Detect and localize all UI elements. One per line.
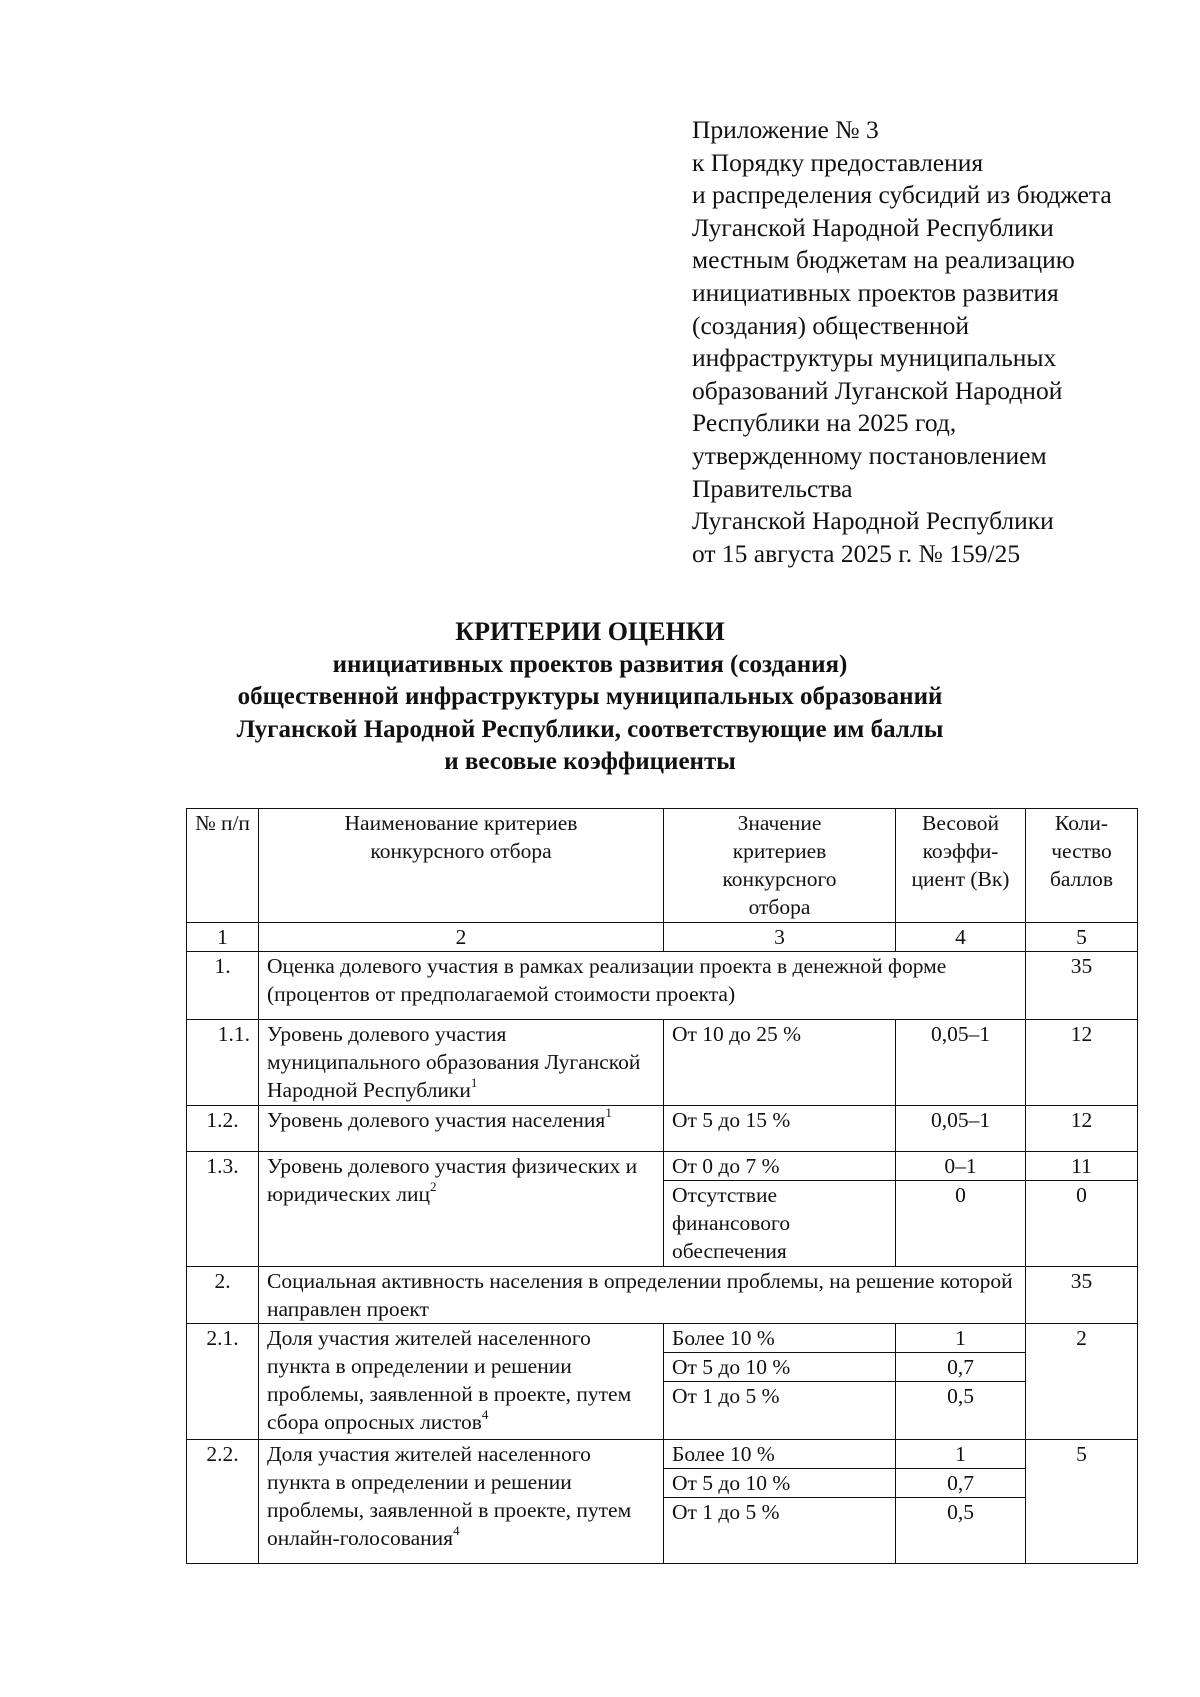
appendix-line: от 15 августа 2025 г. № 159/25 (692, 538, 1021, 568)
column-number-row (187, 923, 1138, 952)
row-points: 2 (1026, 1324, 1138, 1440)
table-row (187, 952, 1138, 1020)
title-line: Луганской Народной Республики, соответствующие им баллы (236, 715, 944, 743)
appendix-line: и распределения субсидий из бюджета (692, 180, 1112, 210)
row-value: Более 10 % (664, 1324, 896, 1353)
row-weight: 0,7 (896, 1353, 1026, 1382)
row-name: Социальная активность населения в определении проблемы, на решение которой направлен проект (259, 1267, 1026, 1324)
row-name (259, 1106, 664, 1152)
row-name-text: Доля участия жителей населенного пункта в определении и решении проблемы, заявленной в проекте, путем сбора опросных листов (267, 1326, 632, 1434)
row-weight: 1 (896, 1440, 1026, 1469)
criteria-table (186, 808, 1138, 1564)
table-row (187, 1267, 1138, 1324)
appendix-line: Правительства (692, 473, 853, 503)
appendix-line: инфраструктуры муниципальных (692, 343, 1057, 373)
row-weight: 0,05–1 (896, 1020, 1026, 1106)
appendix-line: Республики на 2025 год, (692, 408, 957, 438)
row-name (259, 1324, 664, 1440)
row-name (259, 1152, 664, 1267)
appendix-line: образований Луганской Народной (692, 375, 1063, 405)
row-num: 2.1. (187, 1324, 259, 1440)
footnote-mark: 4 (453, 1522, 460, 1538)
footnote-mark: 4 (481, 1406, 489, 1422)
footnote-mark: 2 (430, 1178, 437, 1194)
row-num: 1.1. (187, 1020, 259, 1106)
row-value: От 10 до 25 % (664, 1020, 896, 1106)
header-weight: Весовой коэффи-циент (Вк) (896, 809, 1026, 923)
row-points: 12 (1026, 1020, 1138, 1106)
col-number: 2 (259, 923, 664, 952)
row-points: 35 (1026, 1267, 1138, 1324)
table-header-row (187, 809, 1138, 923)
row-num: 1.2. (187, 1106, 259, 1152)
title-main: КРИТЕРИИ ОЦЕНКИ (455, 617, 725, 646)
row-value: От 5 до 15 % (664, 1106, 896, 1152)
appendix-line: Приложение № 3 (692, 115, 879, 144)
row-num: 2.2. (187, 1440, 259, 1564)
appendix-line: местным бюджетам на реализацию (692, 245, 1075, 275)
appendix-line: утвержденному постановлением (692, 440, 1047, 470)
row-weight: 0,05–1 (896, 1106, 1026, 1152)
row-points: 12 (1026, 1106, 1138, 1152)
row-weight: 0–1 (896, 1152, 1026, 1181)
row-name (259, 1020, 664, 1106)
title-line: общественной инфраструктуры муниципальных образований (237, 683, 943, 710)
document-title (150, 616, 1030, 779)
row-points: 5 (1026, 1440, 1138, 1564)
row-num: 1.3. (187, 1152, 259, 1267)
footnote-mark: 1 (470, 1074, 478, 1090)
table-row (187, 1440, 1138, 1469)
row-name-text: Уровень долевого участия муниципального образования Луганской Народной Республики (267, 1022, 641, 1102)
row-weight: 0 (896, 1181, 1026, 1267)
table-row (187, 1020, 1138, 1106)
row-value: Более 10 % (664, 1440, 896, 1469)
appendix-line: (создания) общественной (692, 310, 970, 340)
row-name (259, 1440, 664, 1564)
row-num: 1. (187, 952, 259, 1020)
row-weight: 0,5 (896, 1382, 1026, 1440)
row-num: 2. (187, 1267, 259, 1324)
row-value: Отсутствие финансового обеспечения (664, 1181, 896, 1267)
row-weight: 1 (896, 1324, 1026, 1353)
col-number: 4 (896, 923, 1026, 952)
row-weight: 0,7 (896, 1469, 1026, 1498)
row-value: От 1 до 5 % (664, 1498, 896, 1564)
row-value: От 5 до 10 % (664, 1469, 896, 1498)
row-name-text: Уровень долевого участия населения (267, 1108, 606, 1132)
appendix-header (692, 114, 1172, 570)
row-weight: 0,5 (896, 1498, 1026, 1564)
header-value: Значение критериев конкурсного отбора (664, 809, 896, 923)
row-points: 0 (1026, 1181, 1138, 1267)
appendix-line: Луганской Народной Республики (692, 212, 1054, 242)
col-number: 1 (187, 923, 259, 952)
appendix-line: Луганской Народной Республики (692, 506, 1054, 536)
col-number: 3 (664, 923, 896, 952)
row-name-text: Уровень долевого участия физических и юридических лиц (267, 1154, 638, 1206)
col-number: 5 (1026, 923, 1138, 952)
table-row (187, 1106, 1138, 1152)
row-value: От 1 до 5 % (664, 1382, 896, 1440)
row-points: 35 (1026, 952, 1138, 1020)
footnote-mark: 1 (605, 1104, 612, 1120)
row-value: От 5 до 10 % (664, 1353, 896, 1382)
row-points: 11 (1026, 1152, 1138, 1181)
table-row (187, 1152, 1138, 1181)
row-name: Оценка долевого участия в рамках реализации проекта в денежной форме (процентов от предполагаемой стоимости проекта) (259, 952, 1026, 1020)
header-name: Наименование критериев конкурсного отбора (259, 809, 664, 923)
appendix-line: к Порядку предоставления (692, 147, 984, 177)
title-line: и весовые коэффициенты (444, 748, 736, 775)
title-line: инициативных проектов развития (создания) (332, 650, 848, 678)
table-row (187, 1324, 1138, 1353)
header-num: № п/п (187, 809, 259, 923)
header-points: Коли-чество баллов (1026, 809, 1138, 923)
row-value: От 0 до 7 % (664, 1152, 896, 1181)
appendix-line: инициативных проектов развития (692, 277, 1059, 307)
row-name-text: Доля участия жителей населенного пункта в определении и решении проблемы, заявленной в проекте, путем онлайн-голосования (267, 1442, 632, 1550)
